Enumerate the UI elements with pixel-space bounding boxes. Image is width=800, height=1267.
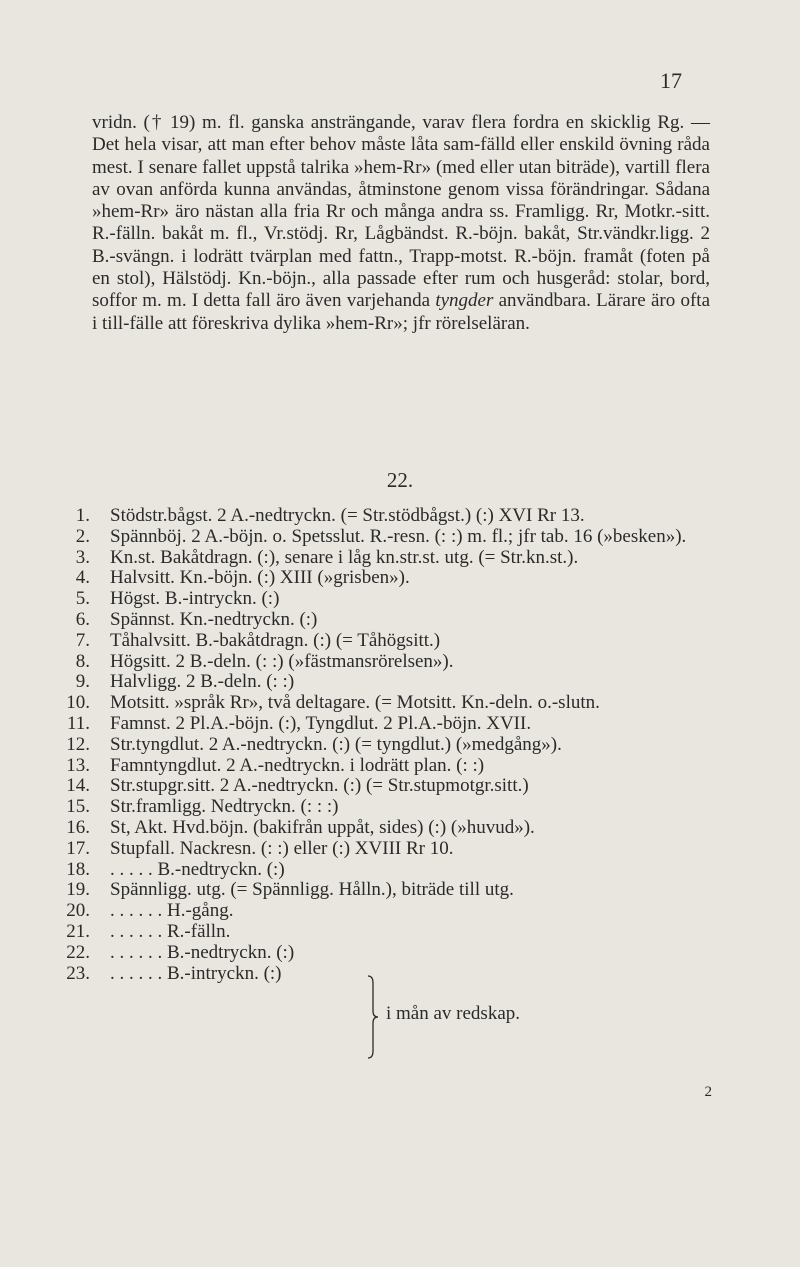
list-item-number: 7. (75, 629, 90, 651)
list-item-text: Spännböj. 2 A.-böjn. o. Spetsslut. R.-resn. (: :) m. fl.; jfr tab. 16 (»besken»). (110, 525, 687, 547)
list-item (60, 735, 740, 756)
list-item (60, 818, 740, 839)
list-item-number: 16. (66, 816, 90, 838)
list-item (60, 901, 740, 922)
list-item-number: 5. (75, 588, 90, 610)
intro-paragraph (92, 112, 710, 335)
list-item-number: 2. (75, 525, 90, 547)
list-item-number: 20. (66, 900, 90, 922)
page-number: 17 (660, 68, 682, 93)
list-item-text: Halvsitt. Kn.-böjn. (:) XIII (»grisben»). (110, 567, 410, 589)
list-item-text: Str.framligg. Nedtryckn. (: : :) (110, 796, 339, 818)
list-item-text: Famntyngdlut. 2 A.-nedtryckn. i lodrätt plan. (: :) (110, 754, 485, 776)
list-item-number: 9. (75, 671, 90, 693)
list-item-text: Högst. B.-intryckn. (:) (110, 588, 280, 610)
list-item-text: Spännligg. utg. (= Spännligg. Hålln.), biträde till utg. (110, 879, 514, 901)
list-item-text: . . . . . . H.-gång. (110, 900, 234, 922)
list-item-text: . . . . . . B.-nedtryckn. (:) (110, 941, 295, 963)
list-item (60, 506, 740, 527)
list-item (60, 631, 740, 652)
list-item-text: . . . . . B.-nedtryckn. (:) (110, 858, 285, 880)
list-item (60, 589, 740, 610)
list-item-number: 1. (75, 505, 90, 526)
list-item (60, 964, 740, 985)
list-item (60, 714, 740, 735)
list-item (60, 652, 740, 673)
list-item-number: 22. (66, 941, 90, 963)
list-item-text: Stödstr.bågst. 2 A.-nedtryckn. (= Str.stödbågst.) (:) XVI Rr 13. (110, 505, 585, 526)
list-item (60, 548, 740, 569)
list-item-text: Str.stupgr.sitt. 2 A.-nedtryckn. (:) (= Str.stupmotgr.sitt.) (110, 775, 529, 797)
list-item (60, 672, 740, 693)
list-item-text: Famnst. 2 Pl.A.-böjn. (:), Tyngdlut. 2 Pl.A.-böjn. XVII. (110, 712, 532, 734)
list-item (60, 839, 740, 860)
section-number: 22. (386, 468, 414, 492)
signature-mark: 2 (704, 1084, 712, 1100)
list-item-text: Str.tyngdlut. 2 A.-nedtryckn. (:) (= tyngdlut.) (»medgång»). (110, 733, 562, 755)
list-item (60, 756, 740, 777)
list-item-text: . . . . . . R.-fälln. (110, 920, 231, 942)
list-item (60, 922, 740, 943)
list-item (60, 776, 740, 797)
list-item (60, 568, 740, 589)
list-item-number: 15. (66, 796, 90, 818)
list-item-number: 23. (66, 962, 90, 984)
list-item-number: 14. (66, 775, 90, 797)
list-item-number: 12. (66, 733, 90, 755)
list-item-number: 4. (75, 567, 90, 589)
list-item (60, 880, 740, 901)
list-item-text: Stupfall. Nackresn. (: :) eller (:) XVIII Rr 10. (110, 837, 454, 859)
list-item-text: Halvligg. 2 B.-deln. (: :) (110, 671, 295, 693)
list-item (60, 693, 740, 714)
list-item-number: 6. (75, 608, 90, 630)
list-item (60, 610, 740, 631)
intro-text-before: vridn. († 19) m. fl. ganska ansträngande, varav flera fordra en skicklig Rg. — Det hela visar, att man efter behov måste låta sam-fälld eller enskild övning råda mest. I senare fallet uppstå talrika »hem-Rr» (med eller utan biträde), vartill flera av ovan anförda kunna användas, åtminstone genom vissa förändringar. Sådana »hem-Rr» äro nästan alla fria Rr och många andra ss. Framligg. Rr, Motkr.-sitt. R.-fälln. bakåt m. fl., Vr.stödj. Rr, Lågbändst. R.-böjn. bakåt, Str.vändkr.ligg. 2 B.-svängn. i lodrätt tvärplan med fattn., Trapp-motst. R.-böjn. framåt (foten på en stol), Hälstödj. Kn.-böjn., alla passade efter rum och husgeråd: stolar, bord, soffor m. m. I detta fall äro även varjehanda (92, 112, 710, 312)
list-item (60, 943, 740, 964)
bracket-note: i mån av redskap. (386, 1003, 521, 1024)
intro-italic-word: tyngder (435, 290, 494, 312)
list-item-number: 11. (66, 712, 90, 734)
list-item-text: Spännst. Kn.-nedtryckn. (:) (110, 608, 318, 630)
list-item-text: Kn.st. Bakåtdragn. (:), senare i låg kn.str.st. utg. (= Str.kn.st.). (110, 546, 579, 568)
list-item (60, 527, 740, 548)
list-item-text: St, Akt. Hvd.böjn. (bakifrån uppåt, sides) (:) (»huvud»). (110, 816, 535, 838)
list-item-number: 8. (75, 650, 90, 672)
list-item-text: Motsitt. »språk Rr», två deltagare. (= Motsitt. Kn.-deln. o.-slutn. (110, 692, 600, 714)
list-item-number: 3. (75, 546, 90, 568)
list-item-number: 10. (66, 692, 90, 714)
list-item-number: 19. (66, 879, 90, 901)
list-item-text: . . . . . . B.-intryckn. (:) (110, 962, 282, 984)
list-item-text: Högsitt. 2 B.-deln. (: :) (»fästmansrörelsen»). (110, 650, 454, 672)
brace-icon (367, 975, 379, 1059)
list-item-number: 21. (66, 920, 90, 942)
list-item (60, 860, 740, 881)
list-item-number: 17. (66, 837, 90, 859)
intro-text-after: användbara. Lärare äro ofta i till-fälle att föreskriva dylika »hem-Rr»; jfr rörelseläran. (92, 290, 710, 334)
list-item-number: 13. (66, 754, 90, 776)
list-item (60, 797, 740, 818)
exercise-list (60, 506, 740, 984)
list-item-number: 18. (66, 858, 90, 880)
list-item-text: Tåhalvsitt. B.-bakåtdragn. (:) (= Tåhögsitt.) (110, 629, 441, 651)
